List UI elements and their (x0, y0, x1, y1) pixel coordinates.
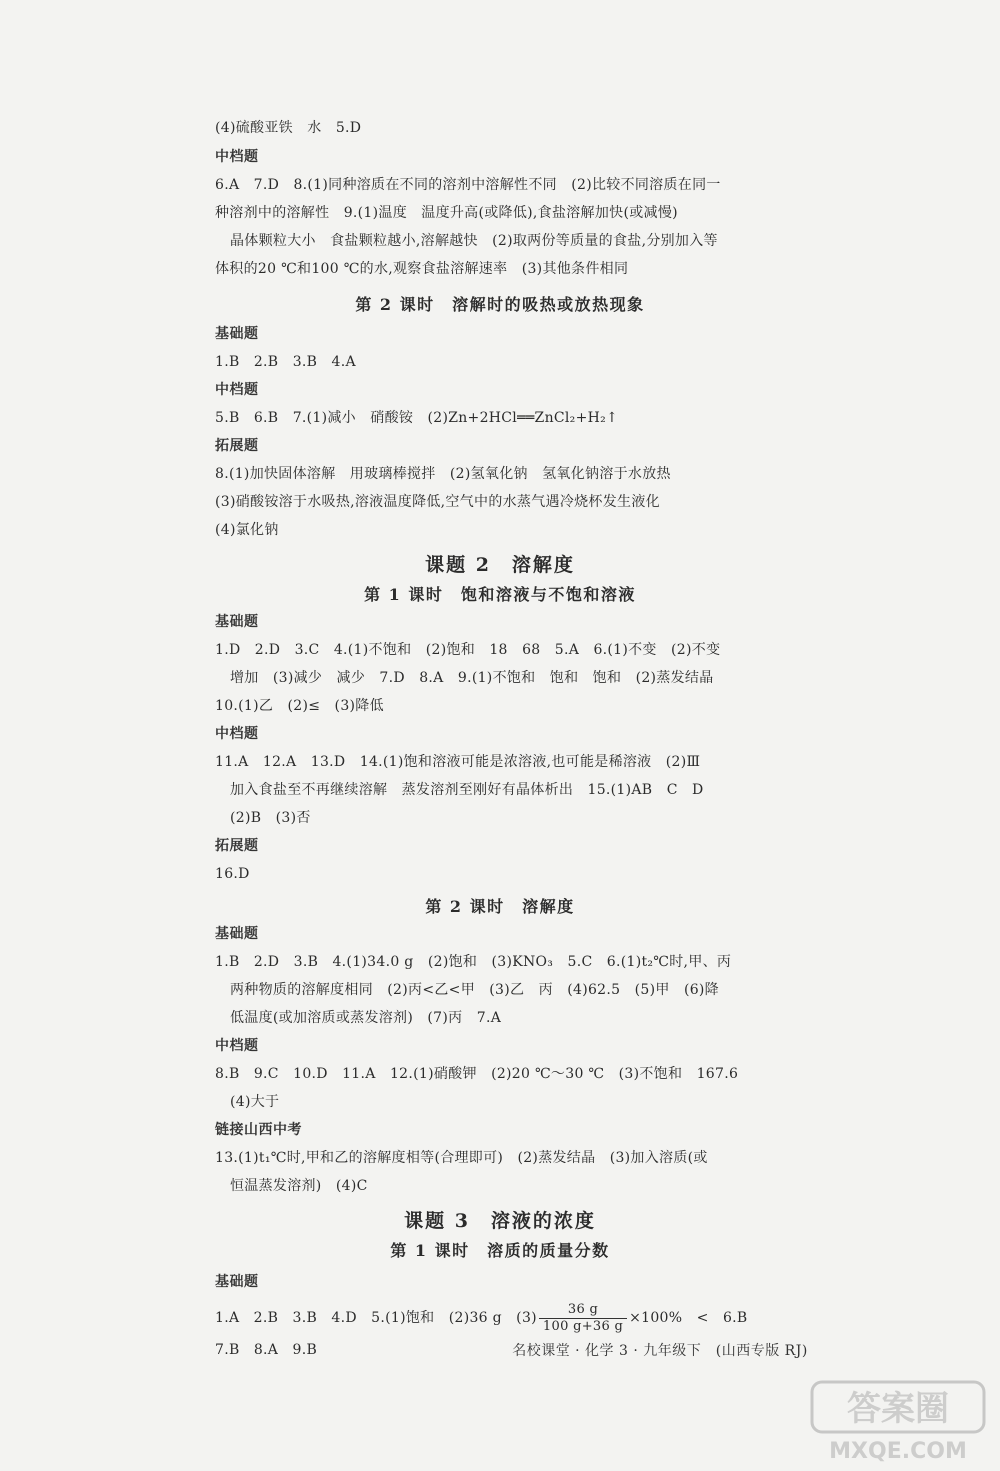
answer-line: 10.(1)乙 (2)≤ (3)降低 (215, 698, 384, 714)
lesson-heading: 第 1 课时 饱和溶液与不饱和溶液 (364, 585, 636, 604)
page-footer: 名校课堂 · 化学 3 · 九年级下 (山西专版 RJ) (512, 1343, 808, 1359)
section-label: 链接山西中考 (215, 1122, 302, 1138)
answer-line: 加入食盐至不再继续溶解 蒸发溶剂至刚好有晶体析出 15.(1)AB C D (230, 782, 704, 798)
answer-line: 1.B 2.D 3.B 4.(1)34.0 g (2)饱和 (3)KNO₃ 5.C 6.(1)t₂℃时,甲、丙 (215, 954, 732, 970)
answer-line: (3)硝酸铵溶于水吸热,溶液温度降低,空气中的水蒸气遇冷烧杯发生液化 (215, 494, 660, 510)
answer-line: 晶体颗粒大小 食盐颗粒越小,溶解越快 (2)取两份等质量的食盐,分别加入等 (230, 233, 718, 249)
answer-line: 16.D (215, 866, 250, 882)
answer-line: 7.B 8.A 9.B (215, 1342, 318, 1358)
section-label: 中档题 (215, 1038, 259, 1054)
answer-line: 13.(1)t₁℃时,甲和乙的溶解度相等(合理即可) (2)蒸发结晶 (3)加入溶质(或 (215, 1150, 708, 1166)
answer-line: 1.D 2.D 3.C 4.(1)不饱和 (2)饱和 18 68 5.A 6.(1)不变 (2)不变 (215, 642, 721, 658)
topic-heading: 课题 3 溶液的浓度 (404, 1210, 596, 1232)
section-label: 基础题 (215, 1274, 259, 1290)
watermark-text: 答案圈 (847, 1389, 949, 1429)
answer-line: 8.(1)加快固体溶解 用玻璃棒搅拌 (2)氢氧化钠 氢氧化钠溶于水放热 (215, 466, 671, 482)
fraction-numerator: 36 g (539, 1302, 627, 1319)
topic-heading: 课题 2 溶解度 (425, 554, 575, 576)
answer-line: (2)B (3)否 (230, 810, 311, 826)
answer-text: ×100% < 6.B (629, 1310, 748, 1326)
answer-line: 6.A 7.D 8.(1)同种溶质在不同的溶剂中溶解性不同 (2)比较不同溶质在同一 (215, 177, 721, 193)
lesson-heading: 第 1 课时 溶质的质量分数 (390, 1241, 610, 1260)
answer-line: 1.B 2.B 3.B 4.A (215, 354, 356, 370)
answer-line: 恒温蒸发溶剂) (4)C (230, 1178, 368, 1194)
answer-line-with-fraction (215, 1300, 775, 1336)
watermark-logo (808, 1378, 988, 1466)
answer-line: (4)硫酸亚铁 水 5.D (215, 120, 362, 136)
answer-line: 两种物质的溶解度相同 (2)丙<乙<甲 (3)乙 丙 (4)62.5 (5)甲 (6)降 (230, 982, 719, 998)
section-label: 中档题 (215, 149, 259, 165)
watermark-url: MXQE.COM (829, 1439, 967, 1464)
fraction (539, 1302, 627, 1335)
fraction-denominator: 100 g+36 g (542, 1318, 624, 1334)
answer-text: 1.A 2.B 3.B 4.D 5.(1)饱和 (2)36 g (3) (215, 1310, 537, 1326)
section-label: 拓展题 (215, 838, 259, 854)
section-label: 基础题 (215, 326, 259, 342)
lesson-heading: 第 2 课时 溶解度 (425, 897, 575, 916)
answer-line: 增加 (3)减少 减少 7.D 8.A 9.(1)不饱和 饱和 饱和 (2)蒸发结晶 (230, 670, 714, 686)
answer-line: (4)氯化钠 (215, 522, 279, 538)
answer-line: (4)大于 (230, 1094, 280, 1110)
answer-line: 体积的20 ℃和100 ℃的水,观察食盐溶解速率 (3)其他条件相同 (215, 261, 629, 277)
section-label: 中档题 (215, 726, 259, 742)
section-label: 中档题 (215, 382, 259, 398)
answer-line: 5.B 6.B 7.(1)减小 硝酸铵 (2)Zn+2HCl══ZnCl₂+H₂↑ (215, 410, 619, 426)
section-label: 基础题 (215, 926, 259, 942)
section-label: 基础题 (215, 614, 259, 630)
lesson-heading: 第 2 课时 溶解时的吸热或放热现象 (355, 295, 645, 314)
answer-line: 8.B 9.C 10.D 11.A 12.(1)硝酸钾 (2)20 ℃～30 ℃ (3)不饱和 167.6 (215, 1066, 739, 1082)
answer-line: 低温度(或加溶质或蒸发溶剂) (7)丙 7.A (230, 1010, 502, 1026)
answer-line: 11.A 12.A 13.D 14.(1)饱和溶液可能是浓溶液,也可能是稀溶液 (2)Ⅲ (215, 754, 701, 770)
answer-line: 种溶剂中的溶解性 9.(1)温度 温度升高(或降低),食盐溶解加快(或减慢) (215, 205, 678, 221)
section-label: 拓展题 (215, 438, 259, 454)
